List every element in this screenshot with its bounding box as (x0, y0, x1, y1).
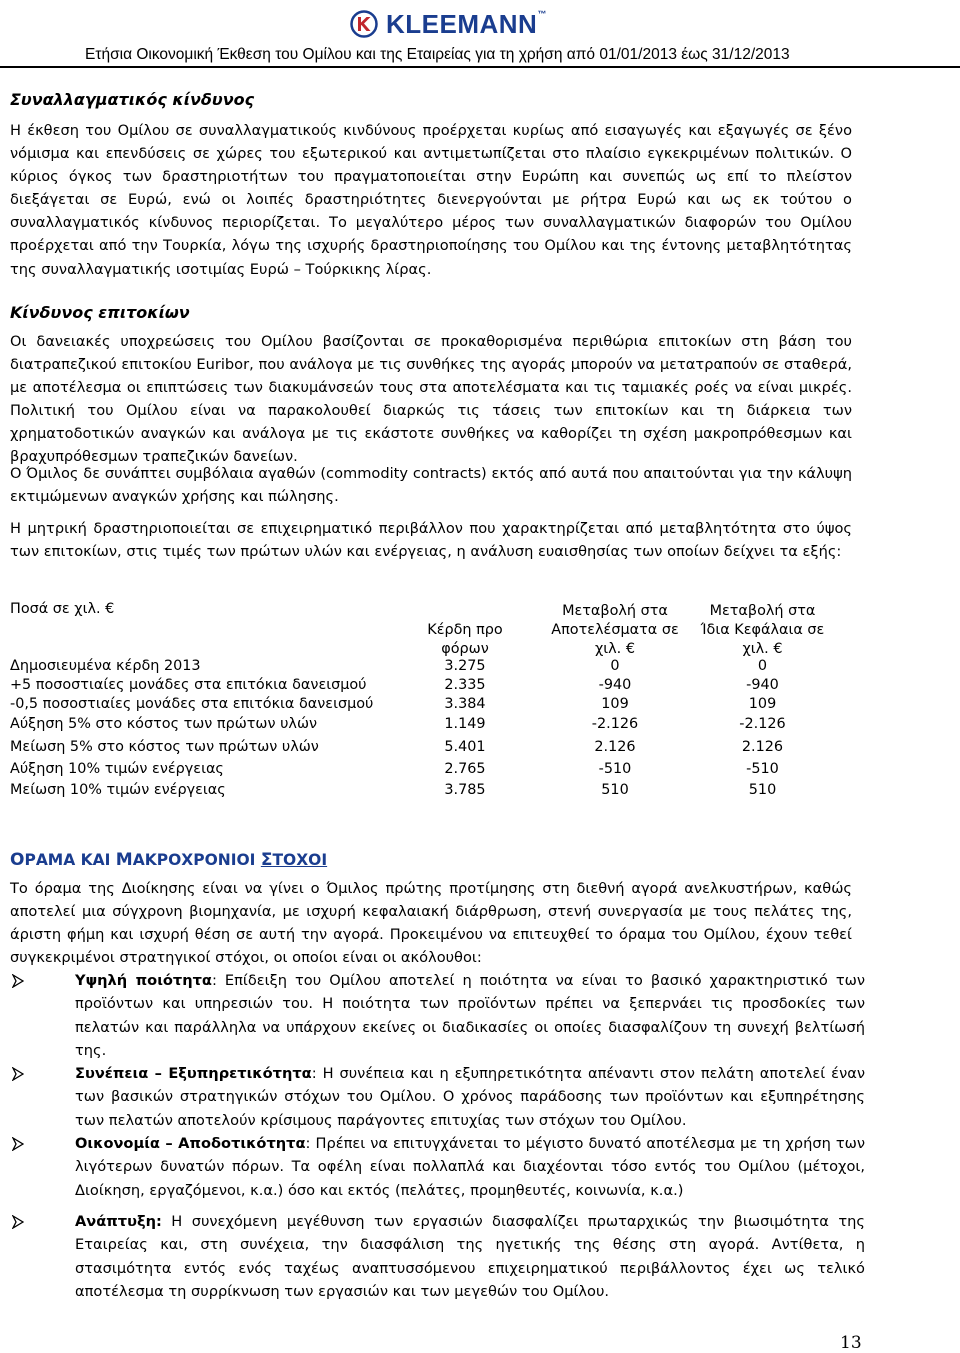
interest-risk-paragraph-1: Οι δανειακές υποχρεώσεις του Ομίλου βασίζονται σε προκαθορισμένα περιθώρια επιτοκίων στη βάση του διατραπεζικού επιτοκίου Euribor, που ανάλογα με τις συνθήκες της αγοράς μπορούν να μετατραπούν σε σταθερά, με αποτέλεσμα οι επιπτώσεις των διακυμάνσεών τους στα αποτελέσματα και τις ταμιακές ροές να είναι μικρές. Πολιτική του Ομίλου είναι να παρακολουθεί διαρκώς τις τάσεις των επιτοκίων και τη διάρκεια των χρηματοδοτικών αναγκών και ανάλογα με τις εκάστοτε συνθήκες να καθορίζει τη σχέση μακροπρόθεσμων και βραχυπρόθεσμων τραπεζικών δανείων. (10, 333, 852, 466)
cell-profit: 3.275 (444, 658, 486, 674)
cell-profit: 3.384 (444, 696, 486, 712)
row-label: Αύξηση 5% στο κόστος των πρώτων υλών (10, 716, 318, 732)
arrowhead-bullet-icon (12, 1067, 24, 1081)
arrowhead-bullet-icon (12, 974, 24, 988)
goal-term: Ανάπτυξη: (75, 1213, 162, 1230)
interest-risk-heading: Κίνδυνος επιτοκίων (10, 303, 190, 322)
report-header-line: Ετήσια Οικονομική Έκθεση του Ομίλου και της Εταιρείας για τη χρήση από 01/01/2013 έως 31/12/2013 (85, 46, 790, 63)
cell-results: -510 (598, 761, 632, 777)
cell-equity: -940 (746, 677, 779, 693)
cell-results: 510 (601, 782, 629, 798)
row-label: Αύξηση 10% τιμών ενέργειας (10, 761, 224, 777)
cell-results: 0 (610, 658, 620, 674)
interest-risk-paragraph-2: Ο Όμιλος δε συνάπτει συμβόλαια αγαθών (commodity contracts) εκτός από αυτά που απαιτούνται για την κάλυψη εκτιμώμενων αναγκών χρήσης και πώλησης. (10, 465, 852, 506)
interest-risk-paragraph-3: Η μητρική δραστηριοποιείται σε επιχειρηματικό περιβάλλον που χαρακτηρίζεται από μεταβλητότητα στο ύψος των επιτοκίων, στις τιμές των πρώτων υλών και ενέργειας, η ανάλυση ευαισθησίας των οποίων δείχνει τα εξής: (10, 520, 852, 561)
cell-equity: -510 (746, 761, 779, 777)
arrowhead-bullet-icon (12, 1215, 24, 1229)
cell-profit: 5.401 (444, 739, 486, 755)
col-header-equity-line3: χιλ. € (742, 641, 783, 657)
goal-description: : Η συνέπεια και η εξυπηρετικότητα απέναντι στον πελάτη αποτελεί έναν των βασικών στρατηγικών στόχων του Ομίλου. Ο χρόνος παράδοσης των προϊόντων και εξυπηρέτησης των πελατών αποτελούν κρίσιμους παράγοντες επιτυχίας των στόχων του Ομίλου. (75, 1065, 865, 1129)
goal-text (75, 1210, 865, 1303)
cell-results: 109 (601, 696, 629, 712)
cell-equity: 109 (748, 696, 777, 712)
cell-equity: 510 (748, 782, 777, 798)
col-header-results-line2: Αποτελέσματα σε (551, 622, 679, 638)
goal-description: : Πρέπει να επιτυγχάνεται το μέγιστο δυνατό αποτέλεσμα με τη χρήση των λιγότερων δυνατών πόρων. Τα οφέλη είναι πολλαπλά και διαχέονται τόσο εντός του Ομίλου (μέτοχοι, Διοίκηση, εργαζόμενοι, κ.α.) όσο και εκτός (πελάτες, προμηθευτές, κοινωνία, κ.α.) (75, 1135, 866, 1199)
col-header-equity-line2: Ίδια Κεφάλαια σε (700, 622, 825, 638)
goal-description: Η συνεχόμενη μεγέθυνση των εργασιών διασφαλίζει πρωταρχικώς την βιωσιμότητα της Εταιρείας και, στη συνέχεια, την διασφάλιση της ηγετικής της θέσης στη αγορά. Αντίθετα, η στασιμότητα εντός ενός ταχέως αναπτυσσόμενου επιχειρηματικού περιβάλλοντος έχει ως τελικό αποτέλεσμα τη συρρίκνωση των εργασιών και των μεγεθών του Ομίλου. (75, 1213, 865, 1300)
fx-risk-paragraph: Η έκθεση του Ομίλου σε συναλλαγματικούς κινδύνους προέρχεται κυρίως από εισαγωγές και εξαγωγές σε ξένο νόμισμα και επενδύσεις σε χώρες του εξωτερικού και αντιμετωπίζεται στο πλαίσιο εγκεκριμένων πολιτικών. Ο κύριος όγκος των δραστηριοτήτων του πραγματοποιείται στην Ευρώπη και συνεπώς ως επί το πλείστον διεξάγεται σε Ευρώ, ενώ οι λοιπές δραστηριότητες διενεργούνται με ρήτρα Ευρώ και ως εκ τούτου ο συναλλαγματικός κίνδυνος περιορίζεται. Το μεγαλύτερο μέρος των συναλλαγματικών διαφορών του Ομίλου προέρχεται από την Τουρκία, λόγω της ισχυρής δραστηριοποίησης του Ομίλου και της έντονης μεταβλητότητας της συναλλαγματικής ισοτιμίας Ευρώ – Τούρκικης λίρας. (10, 122, 852, 278)
cell-results: 2.126 (594, 739, 636, 755)
kleemann-logo-icon (350, 10, 378, 38)
row-label: +5 ποσοστιαίες μονάδες στα επιτόκια δανεισμού (10, 677, 367, 693)
goal-term: Οικονομία – Αποδοτικότητα (75, 1135, 306, 1152)
goal-text (75, 1062, 865, 1132)
table-corner-label: Ποσά σε χιλ. € (10, 601, 115, 617)
col-header-profit-line2: φόρων (441, 641, 489, 657)
cell-equity: 0 (757, 658, 768, 674)
vision-intro-paragraph: Το όραμα της Διοίκησης είναι να γίνει ο Όμιλος πρώτης προτίμησης στη διεθνή αγορά ανελκυστήρων, καθώς αποτελεί μια σύγχρονη βιομηχανία, με ισχυρή κεφαλαιακή διάρθρωση, στενή συνεργασία με τους πελάτες της, άριστη φήμη και ισχυρή θέση σε αυτή την αγορά. Προκειμένου να επιτευχθεί το όραμα του Ομίλου, έχουν τεθεί συγκεκριμένοι στρατηγικοί στόχοι, οι οποίοι είναι οι ακόλουθοι: (10, 880, 852, 967)
cell-profit: 1.149 (444, 716, 486, 732)
col-header-results-line3: χιλ. € (594, 641, 635, 657)
row-label: Δημοσιευμένα κέρδη 2013 (10, 658, 201, 674)
row-label: -0,5 ποσοστιαίες μονάδες στα επιτόκια δανεισμού (10, 696, 374, 712)
goal-text (75, 969, 865, 1062)
header-divider (0, 66, 960, 68)
arrowhead-bullet-icon (12, 1137, 24, 1151)
goal-description: : Επίδειξη του Ομίλου αποτελεί η ποιότητα να είναι το βασικό χαρακτηριστικό των προϊόντων και υπηρεσιών του. Η ποιότητα των προϊόντων πρέπει να ξεπερνάει τις προσδοκίες των πελατών και παράλληλα να υπάρχουν εκείνες οι διαδικασίες οι οποίες διασφαλίζουν τη συνεχή βελτίωσή της. (75, 972, 866, 1059)
goal-term: Υψηλή ποιότητα (75, 972, 212, 989)
page-number: 13 (840, 1333, 862, 1353)
col-header-equity-line1: Μεταβολή στα (709, 603, 816, 619)
vision-section-title: ΟΡΑΜΑ ΚΑΙ ΜΑΚΡΟΧΡΟΝΙΟΙ ΣΤΟΧΟΙ (10, 850, 328, 870)
goal-term: Συνέπεια – Εξυπηρετικότητα (75, 1065, 312, 1082)
row-label: Μείωση 10% τιμών ενέργειας (10, 782, 226, 798)
cell-equity: -2.126 (739, 716, 786, 732)
cell-results: -2.126 (591, 716, 639, 732)
company-logo (350, 8, 547, 40)
cell-equity: 2.126 (741, 739, 784, 755)
cell-profit: 2.335 (444, 677, 486, 693)
goal-text (75, 1132, 865, 1202)
fx-risk-heading: Συναλλαγματικός κίνδυνος (10, 90, 255, 109)
logo-wordmark: KLEEMANN™ (386, 8, 547, 39)
col-header-results-line1: Μεταβολή στα (562, 603, 668, 619)
col-header-profit-line1: Κέρδη προ (427, 622, 503, 638)
cell-profit: 2.765 (444, 761, 486, 777)
cell-profit: 3.785 (444, 782, 486, 798)
row-label: Μείωση 5% στο κόστος των πρώτων υλών (10, 739, 319, 755)
cell-results: -940 (598, 677, 632, 693)
